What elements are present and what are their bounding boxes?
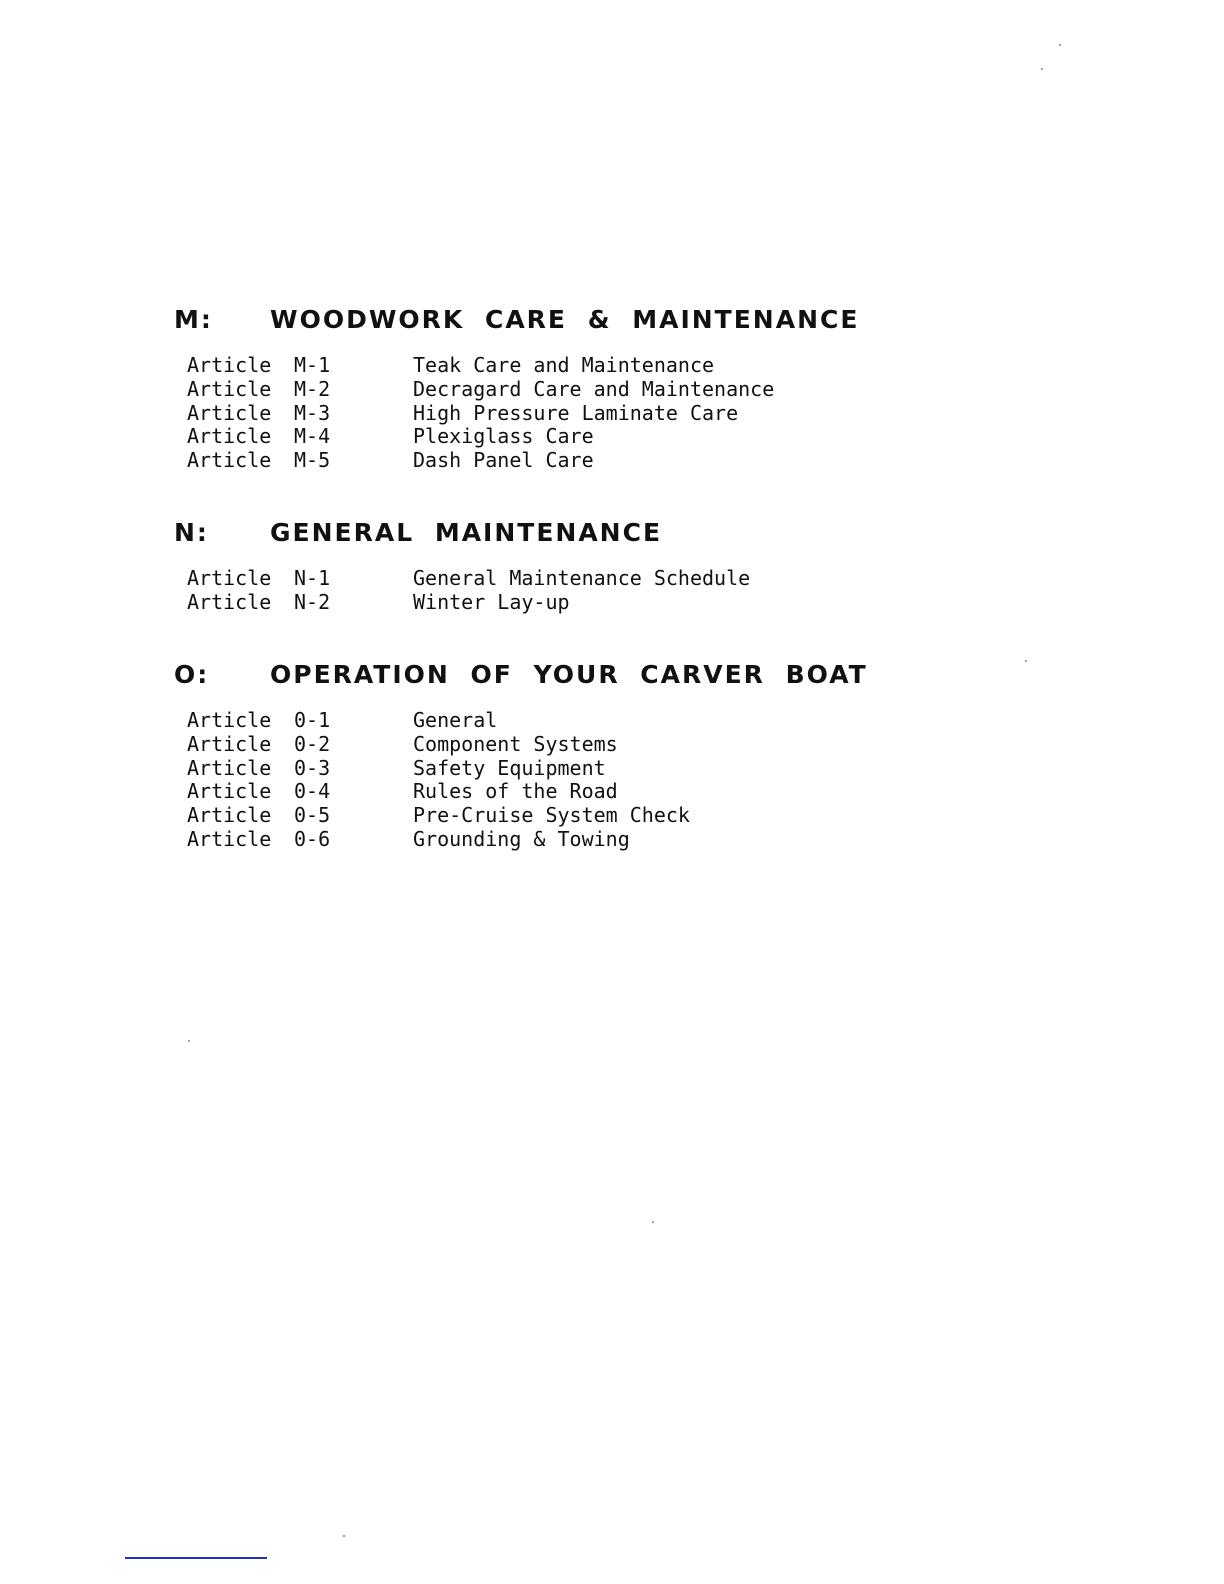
article-title: Rules of the Road — [413, 779, 618, 804]
article-label: Article — [187, 448, 272, 473]
article-label: Article — [187, 779, 272, 804]
article-title: Grounding & Towing — [413, 826, 630, 851]
article-row — [187, 733, 1074, 757]
article-number: 0-2 — [294, 731, 331, 756]
footer-rule — [125, 1557, 267, 1559]
article-label: Article — [187, 353, 272, 377]
article-number: M-5 — [294, 448, 331, 473]
section-title: OPERATION OF YOUR CARVER BOAT — [270, 660, 868, 689]
article-row — [187, 804, 1074, 828]
article-title: Plexiglass Care — [413, 424, 594, 449]
article-row — [187, 402, 1074, 426]
article-number: 0-5 — [294, 803, 331, 828]
article-row — [187, 425, 1074, 449]
section-o — [174, 659, 1074, 852]
article-number: 0-6 — [294, 826, 331, 851]
section-title: GENERAL MAINTENANCE — [270, 518, 663, 547]
article-number: M-2 — [294, 376, 331, 401]
article-label: Article — [187, 803, 272, 828]
article-list — [187, 709, 1074, 852]
article-label: Article — [187, 566, 272, 590]
article-number: M-4 — [294, 424, 331, 449]
article-title: Pre-Cruise System Check — [413, 803, 690, 828]
article-number: M-1 — [294, 353, 331, 377]
article-number: N-1 — [294, 566, 331, 590]
scan-speck — [1025, 660, 1027, 662]
section-m — [174, 304, 1074, 473]
article-title: Decragard Care and Maintenance — [413, 376, 775, 401]
article-row — [187, 354, 1074, 378]
article-title: Teak Care and Maintenance — [413, 353, 715, 377]
article-title: Safety Equipment — [413, 755, 606, 780]
section-code: N: — [174, 518, 209, 547]
article-label: Article — [187, 376, 272, 401]
article-row — [187, 709, 1074, 733]
section-heading — [174, 659, 1074, 691]
article-label: Article — [187, 755, 272, 780]
section-heading — [174, 517, 1074, 549]
scan-speck — [652, 1221, 654, 1223]
article-label: Article — [187, 424, 272, 449]
scan-speck — [1041, 68, 1043, 70]
section-code: M: — [174, 305, 213, 334]
article-title: Component Systems — [413, 731, 618, 756]
article-row — [187, 780, 1074, 804]
article-row — [187, 757, 1074, 781]
article-row — [187, 828, 1074, 852]
article-number: 0-3 — [294, 755, 331, 780]
article-title: General Maintenance Schedule — [413, 566, 751, 590]
article-title: Winter Lay-up — [413, 589, 570, 614]
section-heading — [174, 304, 1074, 336]
article-number: N-2 — [294, 589, 331, 614]
article-label: Article — [187, 826, 272, 851]
article-title: High Pressure Laminate Care — [413, 400, 739, 425]
scan-speck — [1059, 44, 1061, 46]
article-label: Article — [187, 589, 272, 614]
section-title: WOODWORK CARE & MAINTENANCE — [270, 305, 860, 334]
article-number: 0-4 — [294, 779, 331, 804]
article-label: Article — [187, 400, 272, 425]
scan-speck — [188, 1040, 190, 1042]
article-title: Dash Panel Care — [413, 448, 594, 473]
article-label: Article — [187, 708, 272, 732]
section-n — [174, 517, 1074, 615]
scan-speck — [343, 1535, 345, 1537]
article-list — [187, 567, 1074, 615]
article-title: General — [413, 708, 498, 732]
article-number: 0-1 — [294, 708, 331, 732]
article-row — [187, 449, 1074, 473]
article-list — [187, 354, 1074, 473]
article-row — [187, 591, 1074, 615]
section-code: O: — [174, 660, 210, 689]
article-row — [187, 567, 1074, 591]
article-row — [187, 378, 1074, 402]
article-number: M-3 — [294, 400, 331, 425]
article-label: Article — [187, 731, 272, 756]
